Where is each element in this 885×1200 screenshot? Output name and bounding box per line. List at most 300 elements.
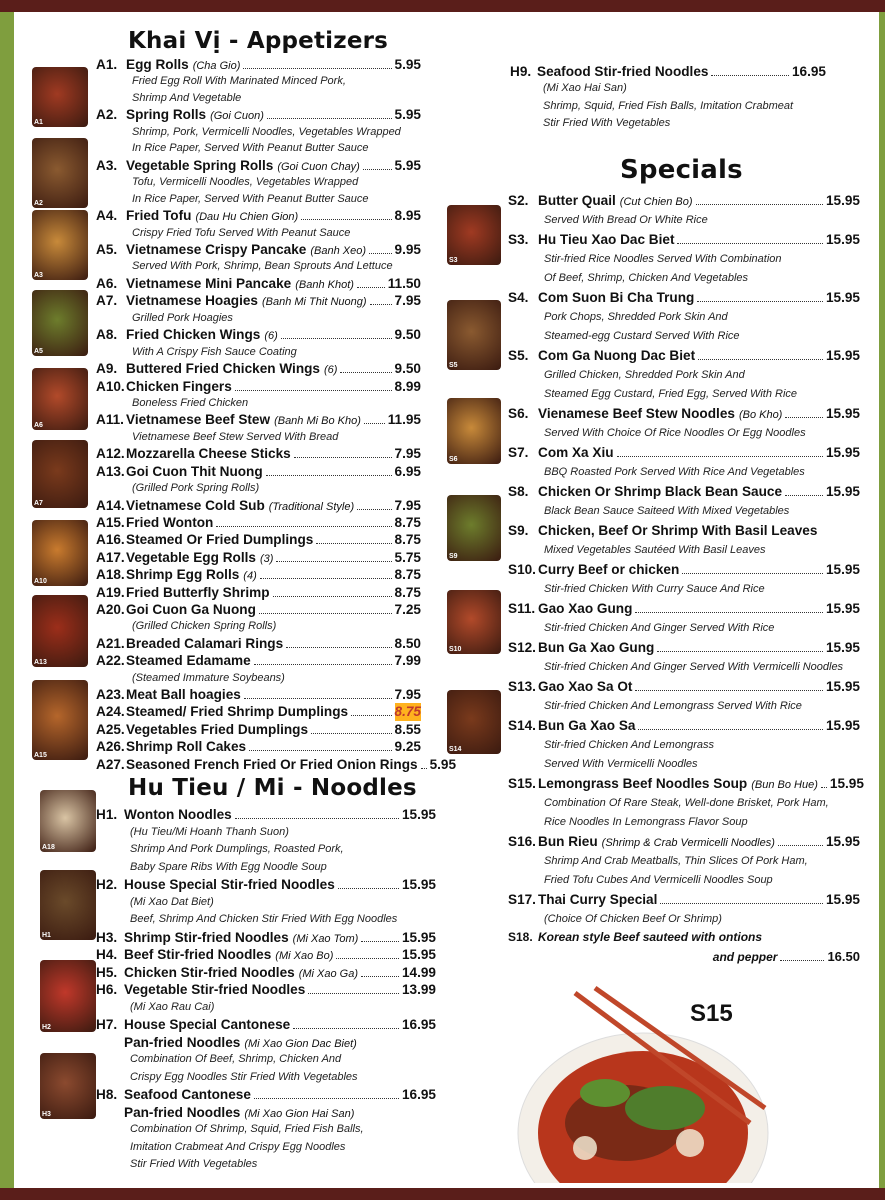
s18-item [508, 929, 860, 965]
item-price: 15.95 [825, 640, 860, 655]
item-native-name: (Bo Kho) [738, 409, 783, 421]
menu-item [96, 703, 421, 720]
item-name: Vegetable Spring Rolls [126, 157, 274, 173]
item-code: S18. [508, 930, 533, 944]
item-name: Bun Ga Xao Sa [538, 718, 636, 733]
dot-leader [682, 573, 823, 574]
photo-caption: A2 [34, 200, 43, 207]
photo-caption: S9 [449, 553, 458, 560]
item-name: Steamed/ Fried Shrimp Dumplings [126, 704, 349, 720]
item-name: Bun Ga Xao Gung [538, 640, 655, 655]
h9-item [510, 64, 826, 133]
item-code: H1. [96, 807, 118, 822]
dot-leader [267, 118, 392, 119]
menu-item [96, 514, 421, 531]
item-description: Pork Chops, Shredded Pork Skin And [544, 311, 728, 323]
photo-caption: A3 [34, 272, 43, 279]
item-code: S4. [508, 290, 529, 305]
item-description: Served With Choice Of Rice Noodles Or Egg Noodles [544, 427, 806, 439]
item-name: Fried Butterfly Shrimp [126, 584, 270, 600]
item-code: A23. [96, 687, 125, 703]
dot-leader [340, 372, 391, 373]
food-photo [32, 680, 88, 760]
photo-caption: A5 [34, 348, 43, 355]
item-code: A16. [96, 532, 125, 548]
dot-leader [357, 287, 385, 288]
photo-label: S15 [690, 1000, 733, 1027]
item-price: 9.25 [394, 739, 421, 755]
item-native-name: (Mi Xao Ga) [298, 967, 359, 980]
item-description: (Mi Xao Hai San) [543, 82, 627, 94]
item-name: House Special Stir-fried Noodles [124, 877, 335, 892]
photo-caption: A7 [34, 500, 43, 507]
item-price: 5.95 [429, 756, 457, 772]
photo-caption: H1 [42, 932, 51, 939]
menu-item [508, 832, 860, 852]
item-name: Chicken Fingers [126, 378, 232, 394]
food-photo [40, 1053, 96, 1119]
food-photo [32, 210, 88, 280]
item-price: 5.75 [394, 549, 421, 565]
item-name: Wonton Noodles [124, 807, 232, 822]
item-code: A2. [96, 107, 118, 123]
dot-leader [638, 729, 823, 730]
menu-item [508, 288, 860, 308]
food-photo [40, 960, 96, 1032]
menu-item [510, 64, 826, 80]
item-description: BBQ Roasted Pork Served With Rice And Vegetables [544, 466, 805, 478]
item-description: Served With Pork, Shrimp, Bean Sprouts And Lettuce [132, 260, 393, 273]
item-code: A26. [96, 739, 125, 755]
dot-leader [301, 219, 391, 220]
menu-item [96, 531, 421, 548]
menu-item [96, 652, 421, 669]
item-price: 15.95 [825, 445, 860, 460]
item-price: 8.99 [394, 378, 421, 394]
item-native-name: (Banh Mi Bo Kho) [274, 415, 361, 428]
food-photo [40, 790, 96, 852]
menu-item [96, 1086, 436, 1104]
food-photo [32, 290, 88, 356]
item-name: Seasoned French Fried Or Fried Onion Rings [126, 756, 418, 772]
dot-leader [698, 359, 823, 360]
dot-leader [660, 903, 823, 904]
menu-item [96, 964, 436, 982]
item-name: Vegetable Stir-fried Noodles [124, 982, 306, 997]
item-code: S13. [508, 679, 536, 694]
item-description: Grilled Pork Hoagies [132, 311, 233, 324]
item-price: 13.99 [401, 982, 436, 997]
item-name: Com Ga Nuong Dac Biet [538, 348, 696, 363]
item-description: Stir-fried Rice Noodles Served With Combination [544, 253, 782, 265]
menu-item [96, 241, 421, 258]
photo-caption: A1 [34, 119, 43, 126]
dot-leader [361, 976, 399, 977]
item-code: A7. [96, 293, 118, 309]
menu-item [96, 56, 421, 73]
item-description: Boneless Fried Chicken [132, 396, 249, 409]
food-photo [32, 138, 88, 208]
item-code: A21. [96, 635, 125, 651]
item-name: Egg Rolls [126, 57, 189, 72]
item-code: A10. [96, 378, 125, 394]
item-description: Stir Fried With Vegetables [130, 1158, 258, 1170]
item-price: 7.95 [394, 293, 421, 309]
item-name: Seafood Stir-fried Noodles [537, 64, 709, 79]
item-price: 15.95 [401, 947, 436, 962]
item-native-name: (6) [324, 364, 338, 377]
item-name: Mozzarella Cheese Sticks [126, 446, 291, 462]
dot-leader [821, 787, 827, 788]
photo-caption: S6 [449, 456, 458, 463]
item-price: 15.95 [825, 718, 860, 733]
item-code: A4. [96, 208, 118, 224]
menu-item [96, 566, 421, 583]
item-name: Gao Xao Gung [538, 601, 633, 616]
item-description: Shrimp And Crab Meatballs, Thin Slices Of Pork Ham, [544, 855, 808, 867]
item-description: Vietnamese Beef Stew Served With Bread [132, 430, 339, 443]
food-photo [40, 870, 96, 940]
item-code: A27. [96, 756, 125, 772]
item-price: 8.75 [394, 567, 421, 583]
menu-item [96, 981, 436, 999]
item-price: 5.95 [394, 57, 421, 72]
menu-item [96, 360, 421, 377]
menu-item [96, 207, 421, 224]
dot-leader [711, 75, 789, 76]
item-description: (Hu Tieu/Mi Hoanh Thanh Suon) [130, 825, 289, 838]
item-description: Steamed-egg Custard Served With Rice [544, 330, 740, 342]
dot-leader [259, 613, 392, 614]
dot-leader [361, 941, 399, 942]
item-code: A5. [96, 242, 118, 258]
item-code: A17. [96, 549, 125, 565]
dot-leader [249, 750, 391, 751]
item-code: S3. [508, 232, 529, 247]
item-code: S16. [508, 834, 536, 849]
photo-caption: S3 [449, 257, 458, 264]
photo-caption: A6 [34, 422, 43, 429]
noodles-title: Hu Tieu / Mi - Noodles [128, 775, 417, 801]
item-name: Spring Rolls [126, 107, 207, 123]
item-price: 8.95 [394, 208, 421, 224]
menu-item [508, 677, 860, 697]
item-name: Bun Rieu [538, 834, 598, 849]
menu-item [96, 445, 421, 462]
item-price: 7.95 [394, 687, 421, 703]
item-name: Fried Chicken Wings [126, 327, 261, 343]
top-border [0, 0, 885, 12]
menu-item [96, 806, 436, 824]
dot-leader [363, 169, 392, 170]
item-name: Goi Cuon Thit Nuong [126, 463, 263, 479]
item-name: House Special Cantonese [124, 1017, 291, 1032]
item-code: A8. [96, 327, 118, 343]
item-description: Shrimp, Squid, Fried Fish Balls, Imitation Crabmeat [543, 99, 794, 112]
menu-item [96, 1104, 436, 1122]
photo-caption: A13 [34, 659, 47, 666]
item-code: A9. [96, 361, 118, 377]
item-name: Vietnamese Hoagies [126, 293, 258, 309]
item-description: In Rice Paper, Served With Peanut Butter Sauce [132, 142, 369, 155]
menu-item [96, 601, 421, 618]
dot-leader [635, 690, 823, 691]
item-description: Steamed Egg Custard, Fried Egg, Served With Rice [544, 388, 798, 400]
item-description: Combination Of Beef, Shrimp, Chicken And [130, 1053, 342, 1065]
item-native-name: (Banh Xeo) [310, 245, 367, 258]
item-name: Com Xa Xiu [538, 445, 614, 460]
right-border [879, 12, 885, 1188]
food-photo [447, 690, 501, 754]
item-name: Gao Xao Sa Ot [538, 679, 633, 694]
dot-leader [778, 845, 823, 846]
item-description: Rice Noodles In Lemongrass Flavor Soup [544, 816, 748, 828]
dot-leader [273, 596, 392, 597]
menu-item [96, 157, 421, 174]
item-description: Stir-fried Chicken And Ginger Served With Rice [544, 622, 775, 634]
dot-leader [785, 495, 823, 496]
dot-leader [635, 612, 823, 613]
item-price: 8.75 [394, 704, 421, 720]
item-native-name: (Traditional Style) [268, 500, 355, 513]
dot-leader [254, 1098, 399, 1099]
item-description: Imitation Crabmeat And Crispy Egg Noodles [130, 1140, 346, 1153]
item-name: Beef Stir-fried Noodles [124, 947, 272, 962]
item-price: 8.75 [394, 532, 421, 548]
item-name: Chicken Stir-fried Noodles [124, 964, 295, 980]
menu-item [96, 1034, 436, 1052]
item-description: Of Beef, Shrimp, Chicken And Vegetables [544, 272, 749, 284]
item-price: 15.95 [825, 193, 860, 208]
menu-item [96, 411, 421, 428]
item-price: 8.50 [394, 635, 421, 651]
item-native-name: (Mi Xao Tom) [292, 932, 359, 945]
dot-leader [294, 457, 392, 458]
item-name: Vietnamese Crispy Pancake [126, 242, 307, 258]
item-price: 15.95 [825, 406, 860, 421]
item-name: Vietnamese Cold Sub [126, 497, 265, 513]
food-photo [32, 440, 88, 508]
item-price: 8.55 [394, 721, 421, 737]
item-name: Shrimp Egg Rolls [126, 567, 240, 583]
item-description: Stir-fried Chicken And Lemongrass Served With Rice [544, 700, 802, 712]
item-price: 9.95 [394, 242, 421, 258]
item-price: 15.95 [825, 834, 860, 849]
menu-item [96, 1016, 436, 1034]
photo-caption: H2 [42, 1024, 51, 1031]
menu-item [96, 549, 421, 566]
item-description: Shrimp And Pork Dumplings, Roasted Pork, [130, 843, 344, 855]
item-native-name: (Banh Khot) [295, 278, 354, 291]
item-description: Tofu, Vermicelli Noodles, Vegetables Wrapped [132, 176, 359, 189]
item-name: Buttered Fried Chicken Wings [126, 361, 320, 377]
item-name: Chicken, Beef Or Shrimp With Basil Leaves [538, 523, 818, 538]
item-code: H2. [96, 877, 118, 892]
item-native-name: (Shrimp & Crab Vermicelli Noodles) [601, 837, 775, 849]
item-native-name: (Mi Xao Gion Hai San) [244, 1107, 355, 1120]
food-photo [32, 67, 88, 127]
item-code: H6. [96, 982, 118, 997]
item-price: 16.95 [791, 64, 826, 79]
item-name: Fried Tofu [126, 208, 192, 224]
dot-leader [216, 526, 391, 527]
item-native-name: (Goi Cuon Chay) [277, 160, 360, 173]
item-description: Served With Bread Or White Rice [544, 214, 708, 226]
item-code: S8. [508, 484, 529, 499]
dot-leader [235, 390, 392, 391]
item-price: 11.50 [387, 275, 421, 291]
menu-item [96, 929, 436, 947]
item-code: A20. [96, 601, 125, 617]
dot-leader [266, 475, 392, 476]
item-price: 15.95 [401, 807, 436, 822]
item-price: 16.95 [401, 1087, 436, 1102]
item-description: Fried Tofu Cubes And Vermicelli Noodles Soup [544, 874, 773, 886]
item-name: Vienamese Beef Stew Noodles [538, 406, 735, 421]
item-description: Combination Of Shrimp, Squid, Fried Fish Balls, [130, 1123, 364, 1135]
dot-leader [316, 543, 391, 544]
item-name: Lemongrass Beef Noodles Soup [538, 776, 748, 791]
item-name: Breaded Calamari Rings [126, 635, 284, 651]
food-photo [32, 520, 88, 586]
menu-item [508, 890, 860, 910]
item-code: A14. [96, 497, 125, 513]
dot-leader [254, 664, 392, 665]
item-name: Pan-fried Noodles [124, 1104, 241, 1120]
menu-item [508, 443, 860, 463]
item-price: 8.75 [394, 584, 421, 600]
dot-leader [336, 958, 399, 959]
item-code: A11. [96, 412, 124, 428]
item-code: H5. [96, 964, 118, 980]
photo-caption: A15 [34, 752, 47, 759]
menu-item [96, 756, 457, 773]
food-photo [447, 590, 501, 654]
item-code: A3. [96, 157, 118, 173]
photo-caption: S5 [449, 362, 458, 369]
menu-item [508, 716, 860, 736]
item-code: H7. [96, 1017, 118, 1032]
item-price: 15.95 [825, 348, 860, 363]
item-description: (Mi Xao Dat Biet) [130, 895, 214, 908]
left-border [0, 12, 14, 1188]
item-code: H8. [96, 1087, 118, 1102]
item-description: Shrimp And Vegetable [132, 91, 242, 104]
item-code: H3. [96, 929, 118, 945]
menu-item [96, 497, 421, 514]
item-code: A22. [96, 653, 125, 669]
dot-leader [281, 338, 392, 339]
item-code: S14. [508, 718, 536, 733]
item-price: 5.95 [394, 157, 421, 173]
item-description: Stir-fried Chicken With Curry Sauce And Rice [544, 583, 765, 595]
item-description: Stir-fried Chicken And Ginger Served With Vermicelli Noodles [544, 661, 844, 673]
item-description: Fried Egg Roll With Marinated Minced Pork, [132, 75, 346, 88]
item-description: Stir-fried Chicken And Lemongrass [544, 739, 714, 751]
menu-item [96, 326, 421, 343]
dot-leader [351, 715, 391, 716]
menu-item [96, 738, 421, 755]
item-code: H9. [510, 64, 532, 79]
photo-caption: S10 [449, 646, 462, 653]
menu-item [508, 521, 860, 541]
item-code: S7. [508, 445, 529, 460]
menu-item [508, 774, 864, 794]
item-name: Fried Wonton [126, 514, 214, 530]
menu-item [96, 584, 421, 601]
item-description: (Mi Xao Rau Cai) [130, 1000, 215, 1013]
item-code: A12. [96, 446, 125, 462]
item-native-name: (Cha Gio) [192, 60, 241, 72]
item-name: Vietnamese Beef Stew [126, 412, 271, 428]
item-native-name: (Bun Bo Hue) [751, 779, 818, 791]
item-code: A19. [96, 584, 125, 600]
dot-leader [677, 243, 822, 244]
item-description: Combination Of Rare Steak, Well-done Brisket, Pork Ham, [544, 797, 829, 809]
photo-caption: A10 [34, 578, 47, 585]
item-name: Shrimp Stir-fried Noodles [124, 929, 289, 945]
item-price: 15.95 [825, 679, 860, 694]
item-native-name: (6) [264, 330, 278, 343]
item-name: Steamed Or Fried Dumplings [126, 532, 314, 548]
item-price: 15.95 [825, 562, 860, 577]
item-description: Crispy Egg Noodles Stir Fried With Vegetables [130, 1070, 358, 1083]
item-description: Served With Vermicelli Noodles [544, 758, 698, 770]
item-code: S10. [508, 562, 536, 577]
menu-item [508, 638, 860, 658]
item-code: A15. [96, 514, 125, 530]
item-native-name: (Goi Cuon) [210, 110, 264, 123]
menu-item [508, 191, 860, 211]
item-description: (Steamed Immature Soybeans) [132, 671, 285, 684]
item-price: 15.95 [825, 290, 860, 305]
item-price: 15.95 [825, 601, 860, 616]
item-description: Crispy Fried Tofu Served With Peanut Sauce [132, 226, 351, 239]
item-price: 7.95 [394, 497, 421, 513]
food-photo [32, 595, 88, 667]
item-price: 7.99 [394, 653, 421, 669]
menu-item [96, 686, 421, 703]
item-price: 15.95 [829, 776, 864, 791]
dot-leader [293, 1028, 399, 1029]
item-description: (Grilled Pork Spring Rolls) [132, 482, 260, 495]
menu-item [96, 378, 421, 395]
menu-item [96, 275, 421, 292]
food-photo [32, 368, 88, 430]
item-name: Vegetable Egg Rolls [126, 549, 256, 565]
item-price: 5.95 [394, 107, 421, 123]
dot-leader [338, 888, 399, 889]
dot-leader [364, 423, 385, 424]
item-description: Beef, Shrimp And Chicken Stir Fried With Egg Noodles [130, 913, 398, 925]
menu-item [96, 946, 436, 964]
item-name: Vegetables Fried Dumplings [126, 721, 309, 737]
item-code: S12. [508, 640, 536, 655]
dot-leader [696, 204, 823, 205]
item-native-name: (Mi Xao Bo) [275, 950, 334, 962]
menu-item [96, 292, 421, 309]
menu-item [96, 721, 421, 738]
item-code: S17. [508, 892, 536, 907]
menu-item [96, 463, 421, 480]
item-price: 14.99 [401, 964, 436, 980]
specials-title: Specials [620, 155, 743, 185]
item-native-name: (Cut Chien Bo) [619, 196, 693, 208]
item-description: Grilled Chicken, Shredded Pork Skin And [544, 369, 745, 381]
noodles-list [96, 806, 436, 1174]
item-name: Thai Curry Special [538, 892, 658, 907]
item-description: (Choice Of Chicken Beef Or Shrimp) [544, 913, 722, 925]
